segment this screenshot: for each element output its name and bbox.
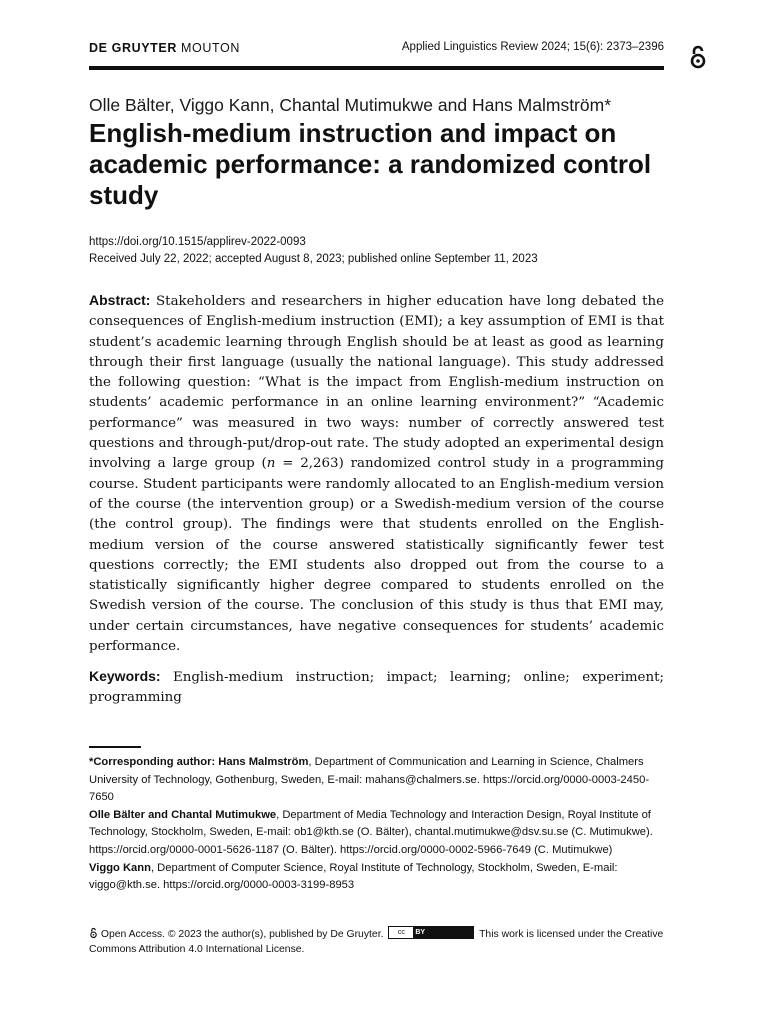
open-access-icon <box>688 44 708 70</box>
publication-dates: Received July 22, 2022; accepted August 8, 2023; published online September 11, 2023 <box>89 253 538 265</box>
cc-by-license-icon[interactable] <box>388 926 474 939</box>
license-statement <box>89 926 669 957</box>
license-text-before: Open Access. © 2023 the author(s), published by De Gruyter. <box>100 929 384 940</box>
footnote-text: , Department of Media Technology and Interaction Design, Royal Institute of Technology, Stockholm, Sweden, E-mail: ob1@kth.se (O. Bälter), chantal.mutimukwe@dsv.su.se (C. Mutimukwe). https://orcid.org/0000-0001-5626-1187 (O. Bälter). https://orcid.org/0000-0002-5966-7649 (C. Mutimukwe) <box>89 808 653 856</box>
open-access-icon <box>89 927 98 939</box>
sample-size-symbol: n <box>266 456 276 472</box>
footnote-kann <box>89 860 669 895</box>
footnote-name: Viggo Kann <box>89 861 151 874</box>
keywords <box>89 666 664 709</box>
license-text-after: This work is licensed under the Creative Commons Attribution 4.0 International License. <box>89 929 664 955</box>
footnote-text: , Department of Communication and Learning in Science, Chalmers University of Technology, Gothenburg, Sweden, E-mail: mahans@chalmers.se. https://orcid.org/0000-0003-2450-7650 <box>89 756 650 804</box>
page-header <box>89 38 664 60</box>
author-list: Olle Bälter, Viggo Kann, Chantal Mutimukwe and Hans Malmström* <box>89 95 612 115</box>
footnote-balter-mutimukwe <box>89 807 669 860</box>
abstract-text: Stakeholders and researchers in higher education have long debated the consequences of English-medium instruction (EMI); a key assumption of EMI is that student’s academic learning through English should be at least as good as learning through their first language (usually the national language). This study addressed the following question: “What is the impact from English-medium instruction on students’ academic performance in an online learning environment?” “Academic performance” was measured in two ways: number of correctly answered test questions and through-put/drop-out rate. The study adopted an experimental design involving a large group ( <box>89 294 664 472</box>
abstract <box>89 290 664 657</box>
cc-badge-right <box>413 927 473 938</box>
cc-badge-left: cc <box>397 929 405 936</box>
publisher-name-light: MOUTON <box>181 41 240 55</box>
author-affiliations <box>89 754 669 895</box>
publisher-name-bold: DE GRUYTER <box>89 41 177 55</box>
abstract-label: Abstract: <box>89 292 151 308</box>
cc-badge-by: BY <box>415 929 426 936</box>
publisher-logo <box>89 41 240 55</box>
footnote-rule <box>89 746 141 748</box>
abstract-text-continued: = 2,263) randomized control study in a programming course. Student participants were randomly allocated to an English-medium version of the course (the intervention group) or a Swedish-medium version of the course (the control group). The findings were that students enrolled on the English-medium version of the course answered statistically significantly fewer test questions correctly; the EMI students also dropped out from the course to a statistically significantly higher degree compared to students enrolled on the Swedish version of the course. The conclusion of this study is thus that EMI may, under certain circumstances, have negative consequences for students’ academic performance. <box>89 456 664 655</box>
footnote-name: *Corresponding author: Hans Malmström <box>89 756 309 768</box>
header-rule <box>89 66 664 70</box>
keywords-label: Keywords: <box>89 668 161 684</box>
footnote-corresponding-author <box>89 754 669 807</box>
journal-reference: Applied Linguistics Review 2024; 15(6): 2373–2396 <box>401 41 664 53</box>
footnote-name: Olle Bälter and Chantal Mutimukwe <box>89 808 277 821</box>
keywords-text: English-medium instruction; impact; learning; online; experiment; programming <box>89 670 664 706</box>
article-meta <box>89 234 689 268</box>
footnote-text: , Department of Computer Science, Royal Institute of Technology, Stockholm, Sweden, E-mail: viggo@kth.se. https://orcid.org/0000-0003-3199-8953 <box>89 861 618 892</box>
doi-link[interactable]: https://doi.org/10.1515/applirev-2022-0093 <box>89 236 306 248</box>
article-title: English-medium instruction and impact on academic performance: a randomized control study <box>89 118 652 210</box>
